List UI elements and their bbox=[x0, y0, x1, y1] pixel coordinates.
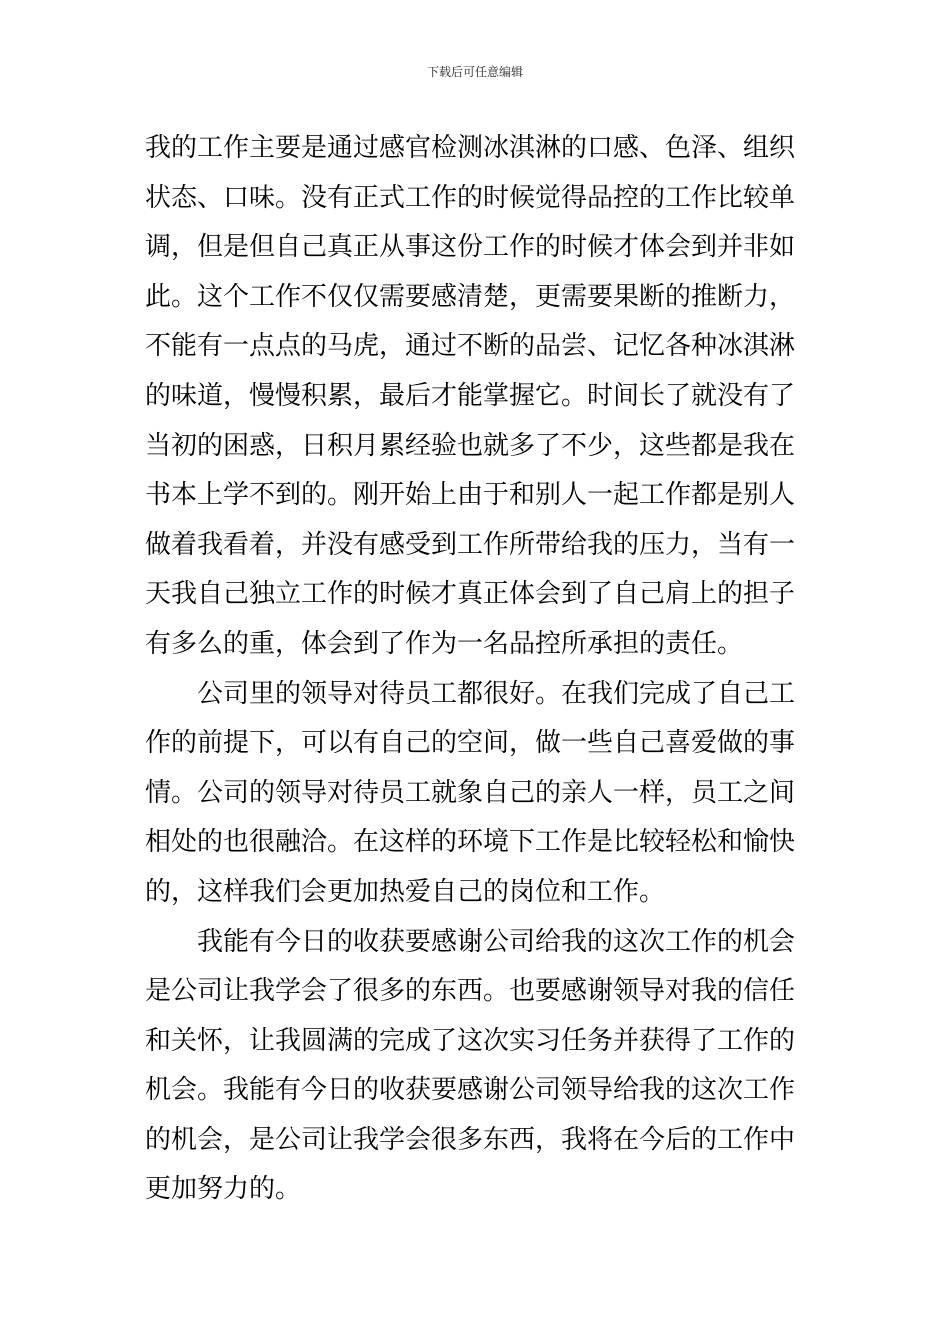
paragraph-1 bbox=[145, 124, 807, 670]
document-body bbox=[145, 124, 807, 1215]
text-line: 此。这个工作不仅仅需要感清楚，更需要果断的推断力， bbox=[145, 281, 796, 312]
text-line: 是公司让我学会了很多的东西。也要感谢领导对我的信任 bbox=[145, 976, 796, 1007]
text-line: 的机会，是公司让我学会很多东西，我将在今后的工作中 bbox=[145, 1124, 796, 1155]
text-line: 书本上学不到的。刚开始上由于和别人一起工作都是别人 bbox=[145, 480, 796, 511]
text-line: 作的前提下，可以有自己的空间，做一些自己喜爱做的事 bbox=[145, 728, 796, 759]
text-line: 不能有一点点的马虎，通过不断的品尝、记忆各种冰淇淋 bbox=[145, 331, 796, 362]
text-line: 和关怀，让我圆满的完成了这次实习任务并获得了工作的 bbox=[145, 1025, 796, 1056]
text-line: 的味道，慢慢积累，最后才能掌握它。时间长了就没有了 bbox=[145, 380, 796, 411]
text-line: 的，这样我们会更加热爱自己的岗位和工作。 bbox=[145, 876, 666, 907]
paragraph-2 bbox=[145, 670, 807, 918]
text-line-first: 我能有今日的收获要感谢公司给我的这次工作的机会 bbox=[197, 926, 796, 957]
text-line-first: 公司里的领导对待员工都很好。在我们完成了自己工 bbox=[197, 678, 796, 709]
text-line: 更加努力的。 bbox=[145, 1174, 302, 1205]
text-line: 状态、口味。没有正式工作的时候觉得品控的工作比较单 bbox=[145, 182, 796, 213]
paragraph-3 bbox=[145, 918, 807, 1216]
page-header: 下载后可任意编辑 bbox=[426, 65, 523, 79]
text-line: 调，但是但自己真正从事这份工作的时候才体会到并非如 bbox=[145, 232, 796, 263]
text-line: 当初的困惑，日积月累经验也就多了不少，这些都是我在 bbox=[145, 430, 796, 461]
text-line: 做着我看着，并没有感受到工作所带给我的压力，当有一 bbox=[145, 529, 796, 560]
text-line: 我的工作主要是通过感官检测冰淇淋的口感、色泽、组织 bbox=[145, 133, 796, 163]
text-line: 机会。我能有今日的收获要感谢公司领导给我的这次工作 bbox=[145, 1075, 796, 1106]
text-line: 情。公司的领导对待员工就象自己的亲人一样，员工之间 bbox=[145, 777, 796, 808]
text-line: 天我自己独立工作的时候才真正体会到了自己肩上的担子 bbox=[145, 579, 796, 610]
text-line: 有多么的重，体会到了作为一名品控所承担的责任。 bbox=[145, 628, 744, 659]
text-line: 相处的也很融洽。在这样的环境下工作是比较轻松和愉快 bbox=[145, 827, 796, 858]
